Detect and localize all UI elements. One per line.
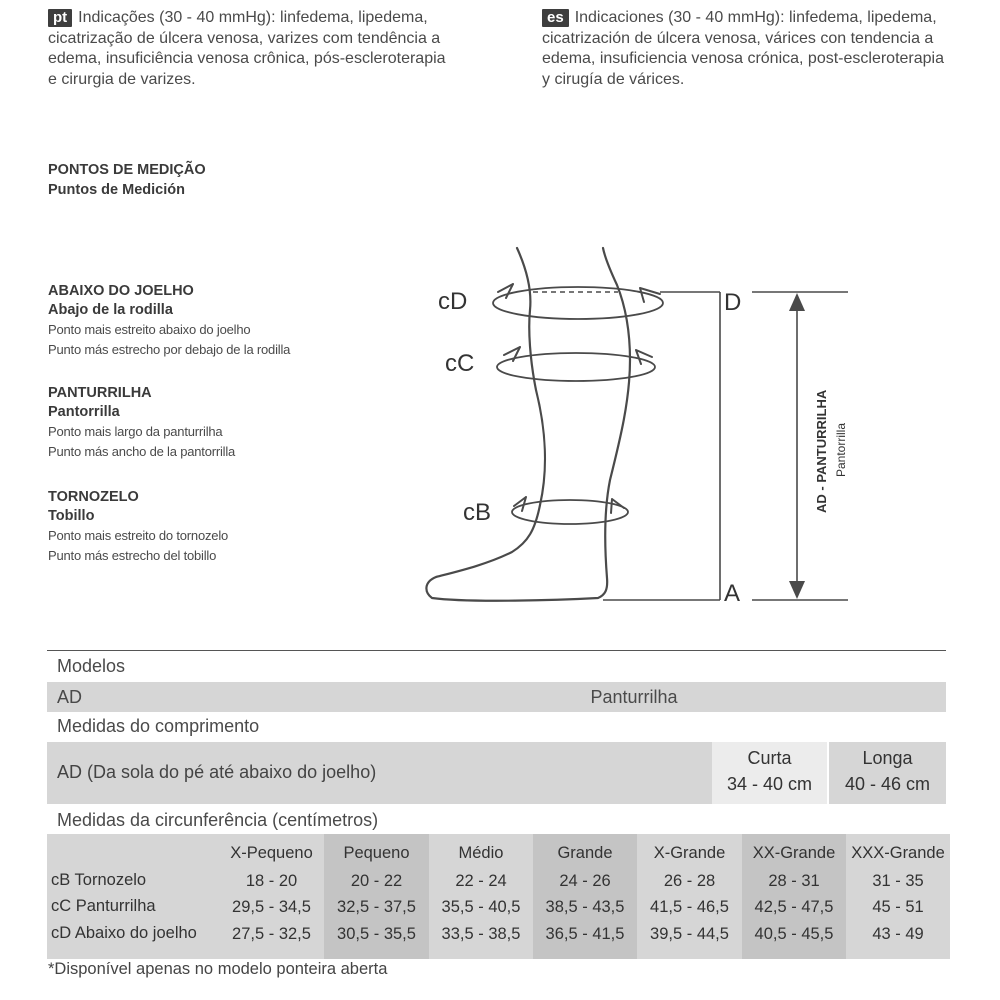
point-desc-es: Punto más ancho de la pantorrilla xyxy=(48,444,236,459)
ad-value: Panturrilha xyxy=(590,687,678,707)
size-value-cell: 27,5 - 32,5 xyxy=(232,925,311,943)
circ-label: Medidas da circunferência (centímetros) xyxy=(57,810,379,830)
size-value-cell: 26 - 28 xyxy=(663,872,716,890)
size-column xyxy=(742,834,846,959)
point-desc-pt: Ponto mais estreito do tornozelo xyxy=(48,528,229,543)
length-row-label-cell xyxy=(47,742,712,804)
point-heading-es: Pantorrilla xyxy=(48,404,120,420)
size-value-cell: 32,5 - 37,5 xyxy=(337,898,416,916)
size-value-cell: 28 - 31 xyxy=(768,872,820,890)
row-label-cb: cB Tornozelo xyxy=(51,871,147,889)
length-row-label: AD (Da sola do pé até abaixo do joelho) xyxy=(57,762,377,782)
measure-arrow-down xyxy=(789,581,805,599)
size-value-cell: 39,5 - 44,5 xyxy=(650,925,729,943)
size-header: XXX-Grande xyxy=(851,844,945,862)
row-label-cd: cD Abaixo do joelho xyxy=(51,924,197,942)
circumference-table xyxy=(47,834,946,959)
table-top-rule xyxy=(47,650,946,651)
size-column xyxy=(324,834,429,959)
lang-badge-pt: pt xyxy=(48,9,72,27)
size-column xyxy=(533,834,637,959)
longa-cell xyxy=(829,742,946,804)
size-value-cell: 42,5 - 47,5 xyxy=(754,898,834,916)
label-a: A xyxy=(724,580,741,607)
size-header: Pequeno xyxy=(343,844,410,862)
longa-value: 40 - 46 cm xyxy=(844,774,931,794)
length-label: Medidas do comprimento xyxy=(57,716,260,736)
measure-arrow-up xyxy=(789,293,805,311)
measurement-points-title-es: Puntos de Medición xyxy=(48,182,185,198)
size-value-cell: 31 - 35 xyxy=(872,872,924,890)
size-header: Médio xyxy=(458,844,504,862)
label-d: D xyxy=(724,289,742,316)
point-heading-pt: TORNOZELO xyxy=(48,489,139,505)
lang-badge-es: es xyxy=(542,9,569,27)
footnote: *Disponível apenas no modelo ponteira aberta xyxy=(48,960,388,978)
measurement-points-title-pt: PONTOS DE MEDIÇÃO xyxy=(48,162,206,178)
ad-row xyxy=(47,682,946,712)
circ-label-column xyxy=(47,834,219,959)
size-column xyxy=(637,834,742,959)
point-desc-pt: Ponto mais largo da panturrilha xyxy=(48,424,223,439)
point-heading-pt: ABAIXO DO JOELHO xyxy=(48,283,194,299)
point-desc-es: Punto más estrecho por debajo de la rodilla xyxy=(48,342,291,357)
row-label-cc: cC Panturrilha xyxy=(51,897,156,915)
size-column xyxy=(429,834,533,959)
label-cc: cC xyxy=(445,350,475,377)
size-value-cell: 36,5 - 41,5 xyxy=(545,925,625,943)
cb-arrow-left xyxy=(514,497,526,511)
size-column xyxy=(219,834,324,959)
size-header: X-Pequeno xyxy=(230,844,313,862)
curta-label: Curta xyxy=(747,748,792,768)
size-value-cell: 43 - 49 xyxy=(872,925,924,943)
size-value-cell: 41,5 - 46,5 xyxy=(650,898,729,916)
size-header: XX-Grande xyxy=(752,844,836,862)
point-desc-es: Punto más estrecho del tobillo xyxy=(48,548,217,563)
vertical-label-pt: AD - PANTURRILHA xyxy=(814,389,829,513)
cc-ring xyxy=(497,353,655,381)
size-header: Grande xyxy=(557,844,613,862)
indications-es-text: Indicaciones (30 - 40 mmHg): linfedema, lipedema, cicatrización de úlcera venosa, várices con tendencia a edema, insuficiencia venosa crónica, post-escleroterapia y cirugía de várices. xyxy=(542,9,944,88)
curta-cell xyxy=(712,742,827,804)
longa-label: Longa xyxy=(862,748,913,768)
curta-value: 34 - 40 cm xyxy=(726,774,813,794)
length-row-title xyxy=(47,712,946,742)
size-value-cell: 24 - 26 xyxy=(559,872,611,890)
models-row xyxy=(47,652,946,682)
indications-pt-text: Indicações (30 - 40 mmHg): linfedema, lipedema, cicatrização de úlcera venosa, varizes com tendência a edema, insuficiência venosa crônica, pós-escleroterapia e cirurgia de varizes. xyxy=(48,9,446,88)
circ-row-title xyxy=(47,806,946,834)
ad-label: AD xyxy=(57,687,83,707)
size-header: X-Grande xyxy=(653,844,726,862)
point-heading-es: Abajo de la rodilla xyxy=(48,302,173,318)
size-value-cell: 29,5 - 34,5 xyxy=(232,898,311,916)
point-desc-pt: Ponto mais estreito abaixo do joelho xyxy=(48,322,251,337)
point-heading-es: Tobillo xyxy=(48,508,95,524)
size-value-cell: 40,5 - 45,5 xyxy=(754,925,834,943)
size-column xyxy=(846,834,950,959)
size-value-cell: 45 - 51 xyxy=(872,898,924,916)
models-label: Modelos xyxy=(57,656,126,676)
size-value-cell: 35,5 - 40,5 xyxy=(441,898,521,916)
point-heading-pt: PANTURRILHA xyxy=(48,385,152,401)
size-value-cell: 33,5 - 38,5 xyxy=(441,925,521,943)
label-cb: cB xyxy=(463,499,492,526)
label-cd: cD xyxy=(438,288,468,315)
size-value-cell: 30,5 - 35,5 xyxy=(337,925,416,943)
size-value-cell: 22 - 24 xyxy=(455,872,507,890)
vertical-label-es: Pantorrilla xyxy=(834,422,848,477)
size-value-cell: 38,5 - 43,5 xyxy=(545,898,625,916)
size-value-cell: 18 - 20 xyxy=(245,872,298,890)
size-value-cell: 20 - 22 xyxy=(350,872,403,890)
